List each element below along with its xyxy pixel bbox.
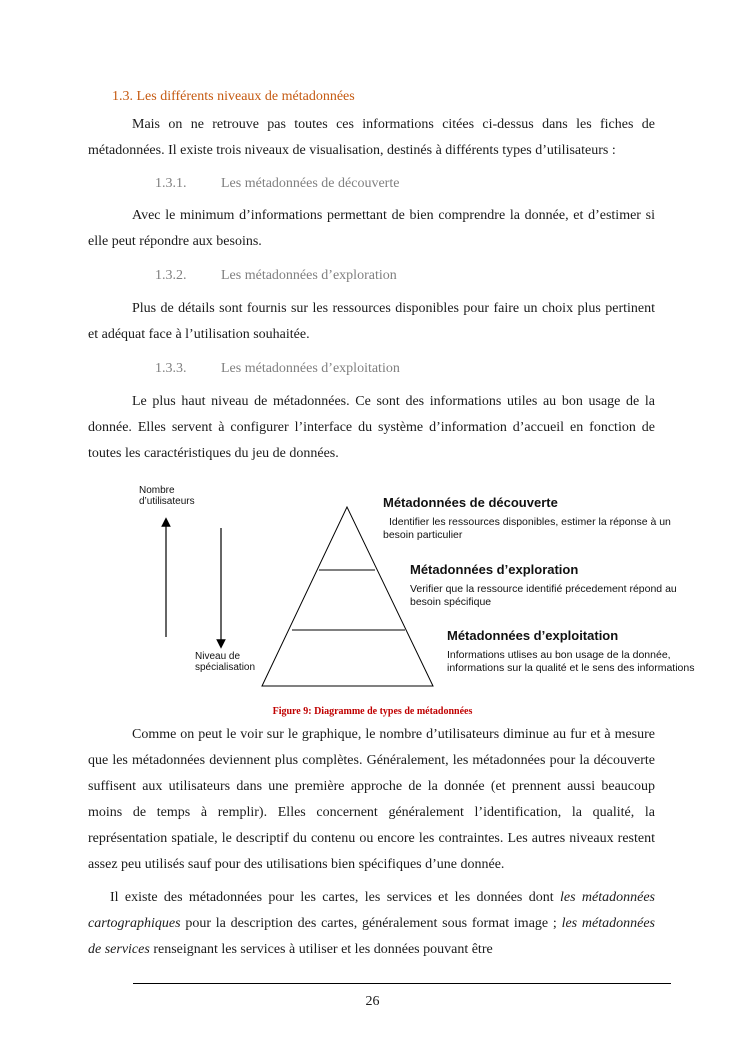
level-desc-line-2: informations sur la qualité et le sens des informations: [447, 661, 695, 674]
intro-text: Mais on ne retrouve pas toutes ces informations citées ci-dessus dans les fiches de métadonnées. Il existe trois niveaux de visualisation, destinés à différents types d’utilisateurs :: [88, 117, 655, 158]
level-desc-line-1: Identifier les ressources disponibles, estimer la réponse à un: [389, 516, 671, 528]
analysis-text: Comme on peut le voir sur le graphique, le nombre d’utilisateurs diminue au fur et à mesure que les métadonnées deviennent plus complètes. Généralement, les métadonnées pour la découverte suffisent aux utilisateurs dans une première approche de la donnée (et prennent aussi beaucoup moins de temps à remplir). Elles concernent généralement l’identification, la qualité, la représentation spatiale, le descriptif du contenu ou encore les contraintes. Les autres niveaux restent assez peu utilisés sauf pour des utilisations bien spécifiques d’une donnée.: [88, 727, 655, 872]
subsection-heading-2: [155, 268, 397, 284]
specialization-label-line-2: spécialisation: [195, 662, 256, 673]
final-text-start: Il existe des métadonnées pour les cartes, les services et les données dont: [110, 890, 554, 905]
final-text-middle: pour la description des cartes, généralement sous format image ;: [185, 916, 557, 931]
level-desc-line-2: besoin spécifique: [410, 595, 492, 608]
subsection-paragraph-2: [88, 296, 655, 348]
subsection-text: Plus de détails sont fournis sur les ressources disponibles pour faire un choix plus pertinent et adéquat face à l’utilisation souhaitée.: [88, 301, 655, 342]
subsection-number: 1.3.2.: [155, 268, 187, 283]
level-title: Métadonnées d’exploitation: [447, 628, 619, 643]
subsection-heading-1: [155, 176, 399, 192]
final-emphasis-cartographic: les métadonnées cartographiques: [88, 890, 655, 931]
level-exploration: [410, 562, 677, 608]
subsection-title: Les métadonnées d’exploitation: [221, 361, 400, 376]
subsection-text: Le plus haut niveau de métadonnées. Ce sont des informations utiles au bon usage de la donnée. Elles servent à configurer l’interface du système d’information d’accueil en fonction de toutes les caractéristiques du jeu de données.: [88, 394, 655, 461]
subsection-text: Avec le minimum d’informations permettant de bien comprendre la donnée, et d’estimer si elle peut répondre aux besoins.: [88, 208, 655, 249]
analysis-paragraph: [88, 722, 655, 878]
level-desc-line-1: Verifier que la ressource identifié précedement répond au: [410, 583, 677, 595]
final-emphasis-services: les métadonnées de services: [88, 916, 655, 957]
subsection-number: 1.3.1.: [155, 176, 187, 191]
figure-caption: Figure 9: Diagramme de types de métadonnées: [272, 706, 473, 717]
level-desc-line-1: Informations utlises au bon usage de la donnée,: [447, 649, 671, 661]
footer-divider: [133, 983, 671, 984]
final-text-end: renseignant les services à utiliser et les données pouvant être: [153, 942, 493, 957]
page-number: 26: [365, 994, 380, 1009]
section-heading: 1.3. Les différents niveaux de métadonnées: [112, 89, 355, 104]
subsection-paragraph-1: [88, 203, 655, 255]
level-title: Métadonnées de découverte: [383, 495, 558, 510]
subsection-number: 1.3.3.: [155, 361, 187, 376]
level-desc-line-2: besoin particulier: [383, 528, 463, 541]
subsection-title: Les métadonnées d’exploration: [221, 268, 397, 283]
specialization-label-line-1: Niveau de: [195, 651, 241, 662]
users-axis-label: [139, 485, 195, 507]
subsection-title: Les métadonnées de découverte: [221, 176, 400, 191]
intro-paragraph: [88, 112, 655, 164]
subsection-paragraph-3: [88, 389, 655, 467]
level-title: Métadonnées d’exploration: [410, 562, 579, 577]
level-discovery: [383, 495, 671, 541]
subsection-heading-3: [155, 361, 400, 377]
final-paragraph: [88, 885, 655, 963]
level-exploitation: [447, 628, 694, 674]
users-label-line-2: d’utilisateurs: [139, 496, 195, 507]
specialization-axis-label: [195, 651, 255, 673]
metadata-pyramid-figure: [130, 480, 715, 692]
users-label-line-1: Nombre: [139, 485, 175, 496]
